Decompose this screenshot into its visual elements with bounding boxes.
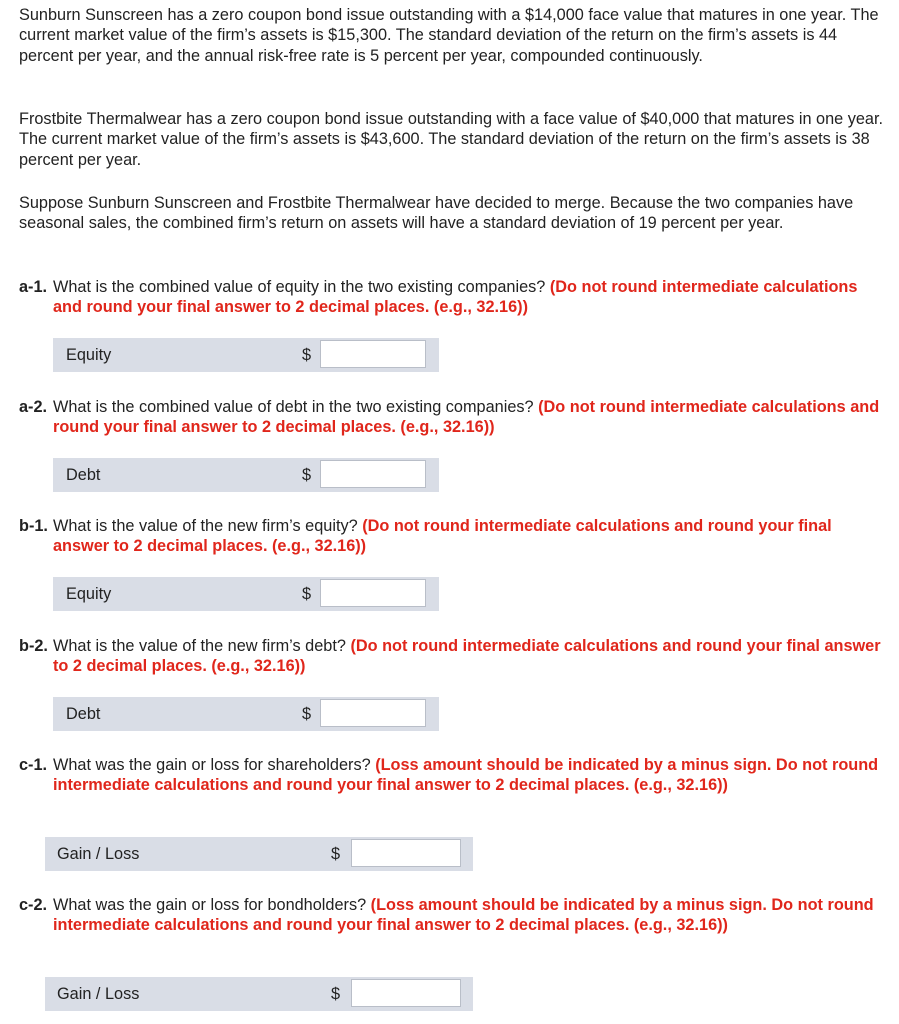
intro-paragraph-sunburn: Sunburn Sunscreen has a zero coupon bond issue outstanding with a $14,000 face value that matures in one year. The current market value of the firm’s assets is $15,300. The standard deviation of the return on the firm’s assets is 44 percent per year, and the annual risk-free rate is 5 percent per year, compounded continuously. <box>19 6 879 65</box>
question-text: What is the combined value of debt in the two existing companies? <box>53 398 534 416</box>
question-a1 <box>19 277 885 318</box>
question-instruction: (Do not round intermediate calculations and round your final answer to 2 decimal places. (e.g., 32.16)) <box>53 398 880 437</box>
dollar-sign: $ <box>302 466 312 484</box>
answer-row-a2 <box>53 458 439 492</box>
question-b2 <box>19 636 885 677</box>
question-number: a-2. <box>19 398 48 416</box>
question-instruction: (Loss amount should be indicated by a minus sign. Do not round intermediate calculations and round your final answer to 2 decimal places. (e.g., 32.16)) <box>53 896 874 935</box>
dollar-sign: $ <box>302 585 312 603</box>
answer-row-a1 <box>53 338 439 372</box>
question-instruction: (Do not round intermediate calculations and round your final answer to 2 decimal places. (e.g., 32.16)) <box>53 517 832 556</box>
question-instruction: (Do not round intermediate calculations and round your final answer to 2 decimal places. (e.g., 32.16)) <box>53 637 881 676</box>
debt-input-a2[interactable] <box>320 460 426 488</box>
answer-label: Gain / Loss <box>57 985 140 1003</box>
intro-paragraph-frostbite: Frostbite Thermalwear has a zero coupon bond issue outstanding with a face value of $40,000 that matures in one year. The current market value of the firm’s assets is $43,600. The standard deviation of the return on the firm’s assets is 38 percent per year. <box>19 110 884 169</box>
gain-loss-input-c2[interactable] <box>351 979 461 1007</box>
answer-row-b2 <box>53 697 439 731</box>
question-text: What is the value of the new firm’s equity? <box>53 517 358 535</box>
question-c1 <box>19 755 885 796</box>
debt-input-b2[interactable] <box>320 699 426 727</box>
dollar-sign: $ <box>331 845 341 863</box>
question-number: b-2. <box>19 637 48 655</box>
answer-label: Equity <box>66 585 112 603</box>
intro-paragraph-merger: Suppose Sunburn Sunscreen and Frostbite Thermalwear have decided to merge. Because the two companies have seasonal sales, the combined firm’s return on assets will have a standard deviation of 19 percent per year. <box>19 194 854 233</box>
answer-row-b1 <box>53 577 439 611</box>
question-text: What was the gain or loss for shareholders? <box>53 756 371 774</box>
question-c2 <box>19 895 885 936</box>
answer-label: Equity <box>66 346 112 364</box>
question-text: What is the value of the new firm’s debt? <box>53 637 346 655</box>
question-instruction: (Loss amount should be indicated by a minus sign. Do not round intermediate calculations and round your final answer to 2 decimal places. (e.g., 32.16)) <box>53 756 879 795</box>
equity-input-b1[interactable] <box>320 579 426 607</box>
question-number: c-1. <box>19 756 48 774</box>
answer-row-c2 <box>45 977 473 1011</box>
question-number: b-1. <box>19 517 48 535</box>
question-b1 <box>19 516 885 557</box>
question-a2 <box>19 397 885 438</box>
answer-row-c1 <box>45 837 473 871</box>
answer-label: Gain / Loss <box>57 845 140 863</box>
question-instruction: (Do not round intermediate calculations and round your final answer to 2 decimal places. (e.g., 32.16)) <box>53 278 858 317</box>
question-text: What is the combined value of equity in the two existing companies? <box>53 278 546 296</box>
equity-input-a1[interactable] <box>320 340 426 368</box>
dollar-sign: $ <box>302 346 312 364</box>
answer-label: Debt <box>66 705 101 723</box>
dollar-sign: $ <box>331 985 341 1003</box>
answer-label: Debt <box>66 466 101 484</box>
question-number: a-1. <box>19 278 48 296</box>
dollar-sign: $ <box>302 705 312 723</box>
question-text: What was the gain or loss for bondholders? <box>53 896 367 914</box>
gain-loss-input-c1[interactable] <box>351 839 461 867</box>
question-number: c-2. <box>19 896 48 914</box>
